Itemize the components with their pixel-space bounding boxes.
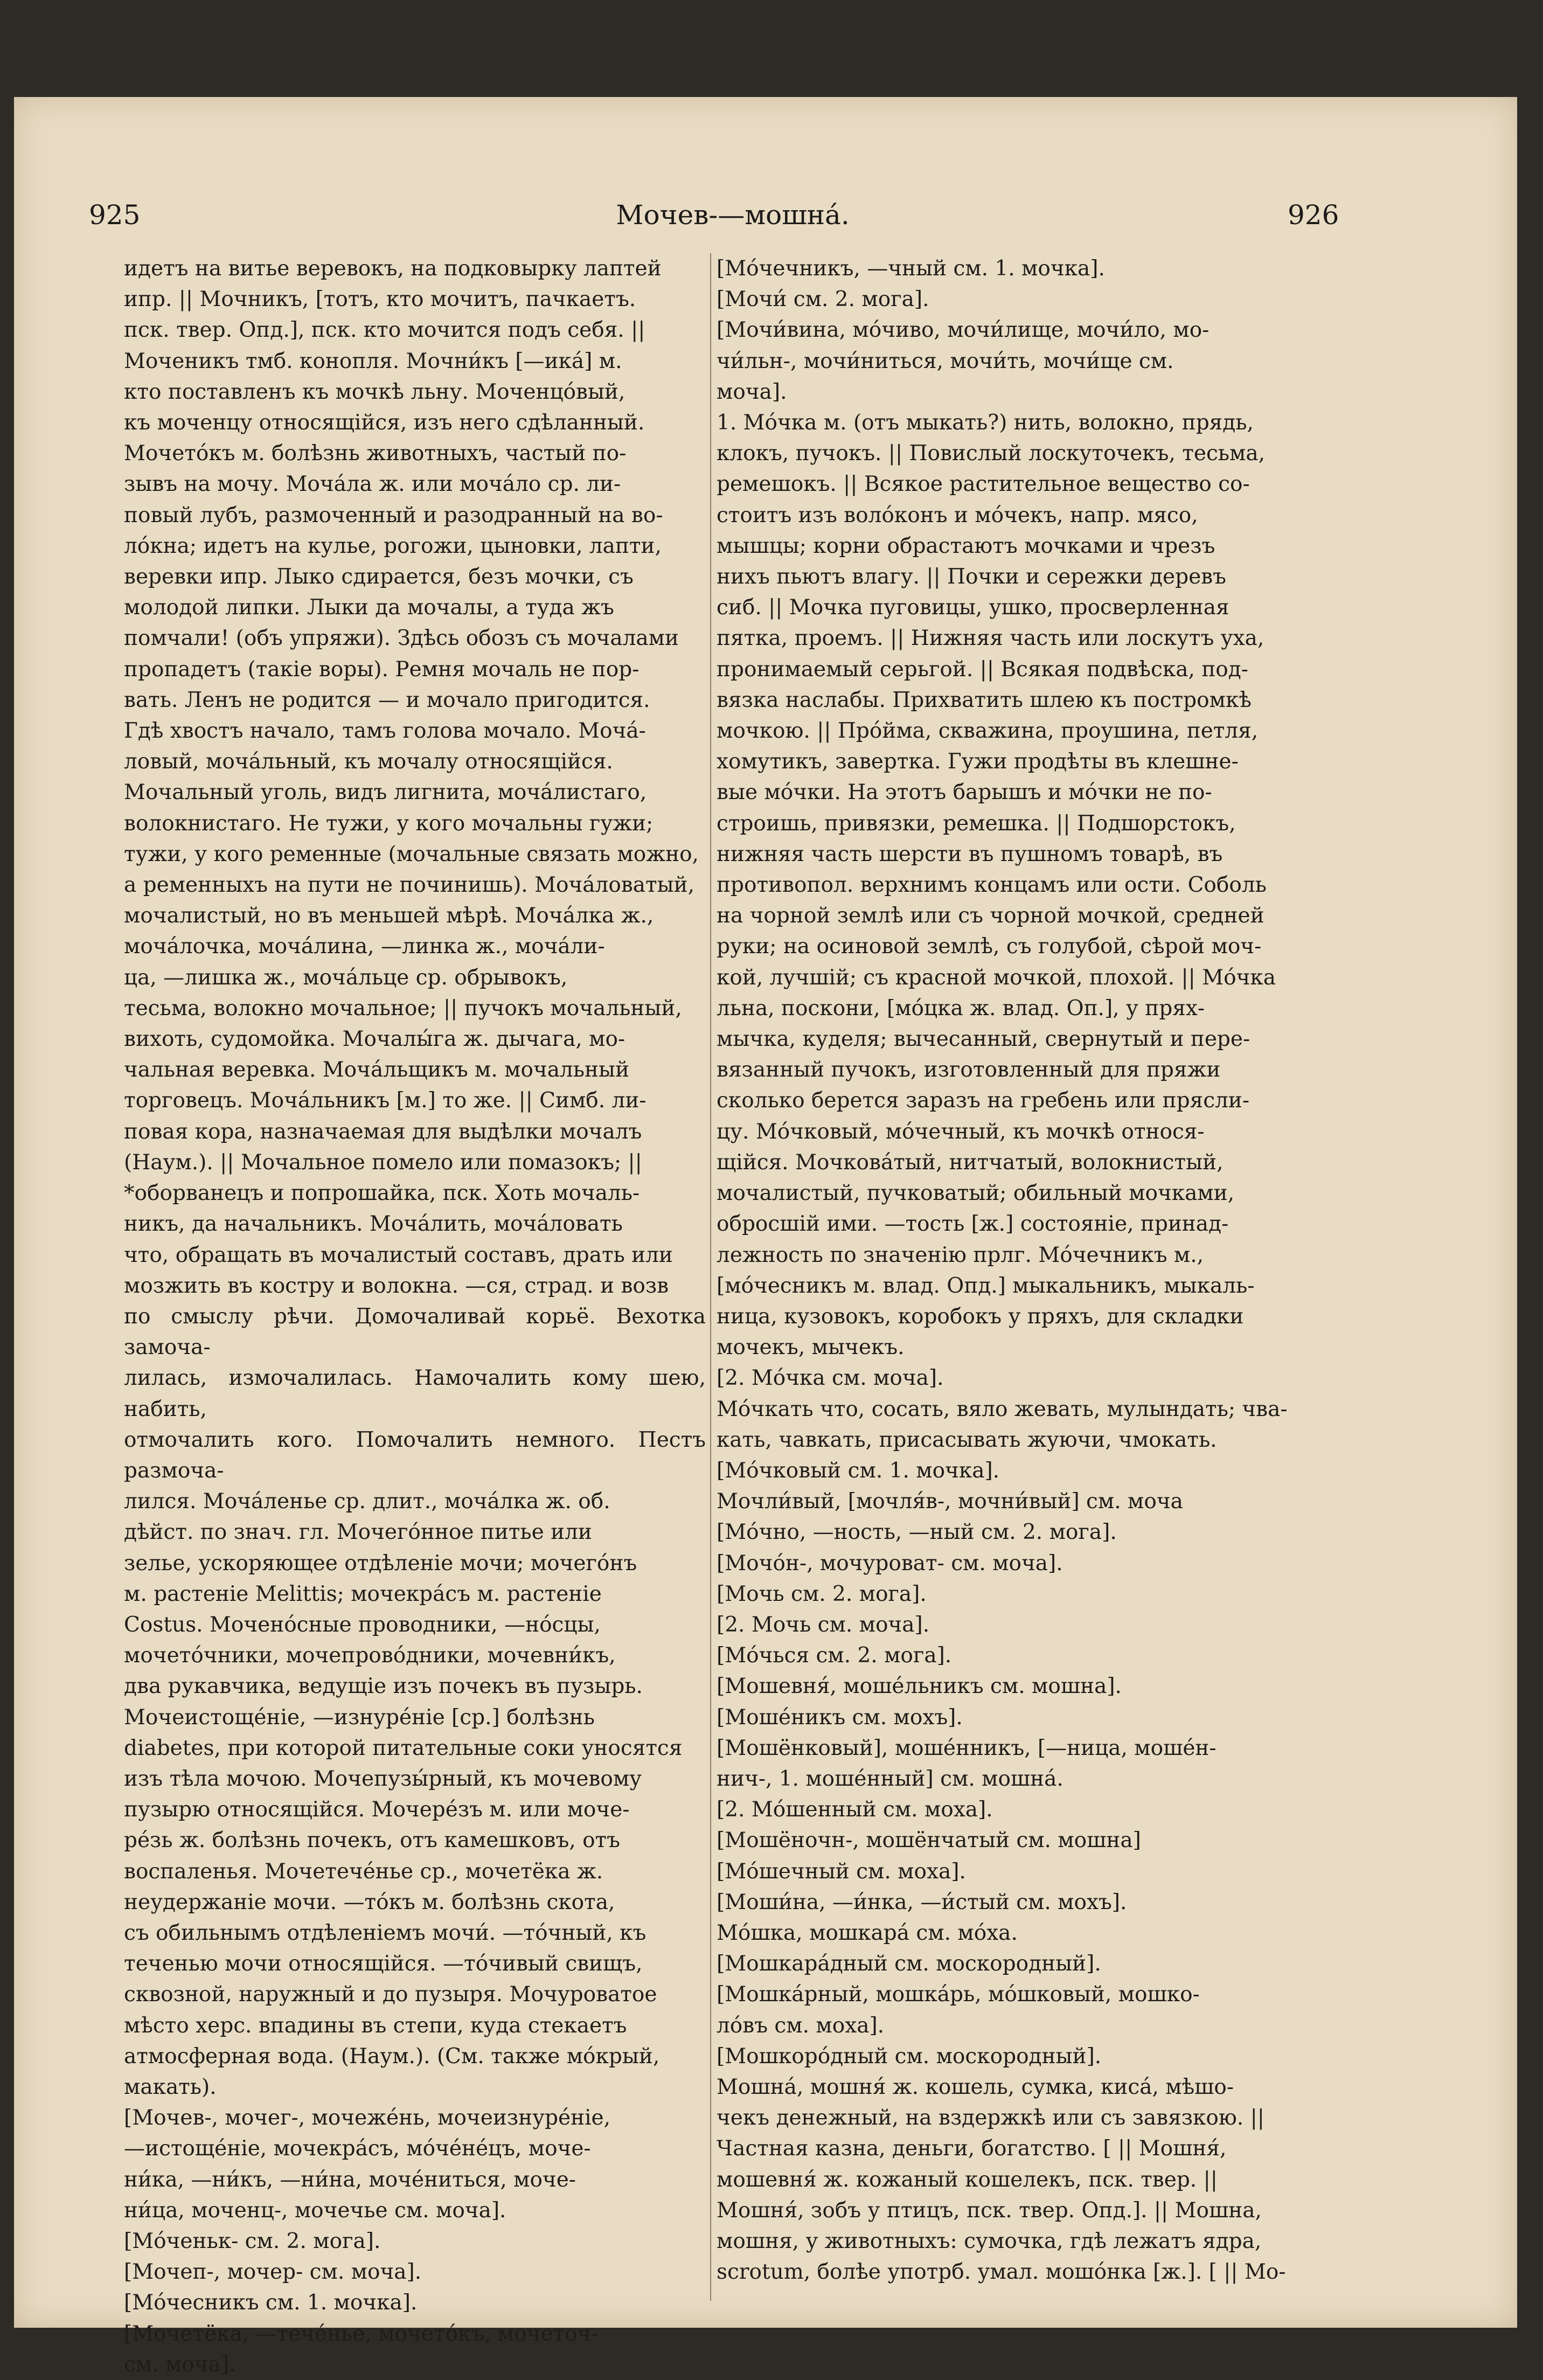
text-line: мочето́чники, мочепрово́дники, мочевни́къ, [124, 1643, 616, 1668]
text-line: Мошня́, зобъ у птицъ, пск. твер. Опд.]. || Мошна, [717, 2198, 1262, 2223]
text-line: Мочеистоще́ніе, —изнуре́ніе [ср.] болѣзнь [124, 1705, 595, 1730]
text-line: [Мо́чечникъ, —чный см. 1. мочка]. [717, 256, 1105, 281]
text-line: макать). [124, 2074, 217, 2099]
text-line: противопол. верхнимъ концамъ или ости. Соболь [717, 873, 1267, 898]
text-line: ре́зь ж. болѣзнь почекъ, отъ камешковъ, отъ [124, 1828, 620, 1853]
text-line: моча]. [717, 379, 787, 404]
text-line: [2. Мо́шенный см. моха]. [717, 1798, 993, 1822]
text-line: [Мо́шечный см. моха]. [717, 1859, 966, 1884]
text-line: мышцы; корни обрастаютъ мочками и чрезъ [717, 533, 1215, 558]
text-line: пузырю относящійся. Мочере́зъ м. или моче- [124, 1798, 630, 1822]
text-line: —истоще́ніе, мочекра́съ, мо́че́не́цъ, моче- [124, 2136, 591, 2161]
text-line: [Мочо́н-, мочуроват- см. моча]. [717, 1551, 1063, 1576]
text-line: Мошна́, мошня́ ж. кошель, сумка, киса́, мѣшо- [717, 2074, 1234, 2099]
left-column [124, 253, 706, 2377]
text-line: ница, кузовокъ, коробокъ у пряхъ, для складки [717, 1304, 1244, 1329]
text-line: пропадетъ (такіе воры). Ремня мочаль не пор- [124, 657, 640, 682]
text-line: ипр. || Мочникъ, [тотъ, кто мочитъ, пачкаетъ. [124, 287, 636, 312]
text-line: мочалистый, но въ меньшей мѣрѣ. Моча́лка ж., [124, 904, 654, 928]
text-line: хомутикъ, завертка. Гужи продѣты въ клешне- [717, 750, 1239, 774]
text-line: строишь, привязки, ремешка. || Подшорстокъ, [717, 811, 1236, 836]
text-line: 1. Мо́чка м. (отъ мыкать?) нить, волокно, прядь, [717, 411, 1254, 435]
text-line: [Мошёнковый], моше́нникъ, [—ница, моше́н- [717, 1736, 1217, 1760]
text-line: см. моча]. [124, 2352, 236, 2377]
page-header [0, 97, 1543, 231]
text-line: [Мо́чно, —ность, —ный см. 2. мога]. [717, 1520, 1117, 1545]
text-line: волокнистаго. Не тужи, у кого мочальны гужи; [124, 811, 654, 836]
text-line: стоитъ изъ воло́конъ и мо́чекъ, напр. мясо, [717, 503, 1198, 528]
text-line: ни́ка, —ни́къ, —ни́на, моче́ниться, моче- [124, 2167, 576, 2192]
text-line: лежность по значенію прлг. Мо́чечникъ м., [717, 1243, 1204, 1267]
text-line: [Мочи́вина, мо́чиво, мочи́лище, мочи́ло, мо- [717, 318, 1210, 343]
text-line: вязка наслабы. Прихватить шлею къ постромкѣ [717, 688, 1252, 712]
text-line: лился. Моча́ленье ср. длит., моча́лка ж. об. [124, 1489, 610, 1514]
text-line: кать, чавкать, присасывать жуючи, чмокать. [717, 1427, 1217, 1452]
text-line: нихъ пьютъ влагу. || Почки и сережки деревъ [717, 565, 1226, 589]
text-line: сколько берется заразъ на гребень или прясли- [717, 1088, 1250, 1113]
text-line: Мочето́къ м. болѣзнь животныхъ, частый по- [124, 441, 627, 466]
column-divider [710, 253, 711, 2301]
text-line: [Мошёночн-, мошёнчатый см. мошна] [717, 1828, 1141, 1853]
text-line: [Мошкоро́дный см. москородный]. [717, 2044, 1102, 2069]
page-number-right: 926 [1288, 199, 1339, 231]
text-line: *оборванецъ и попрошайка, пск. Хоть мочаль- [124, 1181, 640, 1206]
text-line: [Мо́чковый см. 1. мочка]. [717, 1458, 1000, 1483]
text-line: чи́льн-, мочи́ниться, мочи́ть, мочи́ще см. [717, 349, 1174, 373]
text-line: [Моши́на, —и́нка, —и́стый см. мохъ]. [717, 1890, 1127, 1914]
text-line: льна, поскони, [мо́цка ж. влад. Оп.], у прях- [717, 996, 1205, 1021]
text-line: Мочли́вый, [мочля́в-, мочни́вый] см. моча [717, 1489, 1183, 1514]
text-line: нижняя часть шерсти въ пушномъ товарѣ, въ [717, 842, 1223, 866]
text-line: [Мошевня́, моше́льникъ см. мошна]. [717, 1674, 1122, 1699]
text-line: ло́въ см. моха]. [717, 2013, 885, 2038]
text-line: изъ тѣла мочою. Мочепузы́рный, къ мочевому [124, 1766, 642, 1791]
text-line: [Мо́ченьк- см. 2. мога]. [124, 2229, 381, 2253]
text-line: дѣйст. по знач. гл. Мочегóнное питье или [124, 1520, 592, 1545]
text-line: [Мочеп-, мочер- см. моча]. [124, 2260, 422, 2285]
text-line: зывъ на мочу. Моча́ла ж. или моча́ло ср. ли- [124, 472, 621, 497]
text-line: [Мочев-, мочег-, мочеже́нь, мочеизнуре́ніе, [124, 2106, 611, 2131]
text-line: атмосферная вода. (Наум.). (См. также мо́крый, [124, 2044, 660, 2069]
text-line: мошня, у животныхъ: сумочка, гдѣ лежатъ ядра, [717, 2229, 1262, 2253]
text-line: Мо́чкать что, сосать, вяло жевать, мулындать; чва- [717, 1397, 1288, 1421]
text-line: неудержаніе мочи. —то́къ м. болѣзнь скота, [124, 1890, 615, 1914]
text-line: [Моше́никъ см. мохъ]. [717, 1705, 963, 1730]
text-line: [Мо́чесникъ см. 1. мочка]. [124, 2291, 418, 2315]
text-line: къ моченцу относящійся, изъ него сдѣланный. [124, 411, 645, 435]
text-line: а ременныхъ на пути не починишь). Моча́ловатый, [124, 873, 695, 898]
text-line: [2. Мочь см. моча]. [717, 1612, 930, 1637]
text-line: обросшій ими. —тость [ж.] состояніе, принад- [717, 1212, 1229, 1237]
text-line: ловый, моча́льный, къ мочалу относящійся. [124, 750, 613, 774]
text-line: мочкою. || Про́йма, скважина, проушина, петля, [717, 719, 1259, 744]
text-line: теченью мочи относящійся. —то́чивый свищъ, [124, 1952, 643, 1976]
text-line: Гдѣ хвостъ начало, тамъ голова мочало. Моча́- [124, 719, 646, 744]
text-line: помчали! (объ упряжи). Здѣсь обозъ съ мочалами [124, 626, 679, 651]
text-line: зелье, ускоряющее отдѣленіе мочи; мочего́нъ [124, 1551, 637, 1576]
text-line: повый лубъ, размоченный и разодранный на во- [124, 503, 663, 528]
text-line: ца, —лишка ж., моча́льце ср. обрывокъ, [124, 965, 568, 990]
text-line: мочекъ, мычекъ. [717, 1335, 905, 1360]
text-line: Costus. Мочено́сные проводники, —но́сцы, [124, 1612, 601, 1637]
text-line: веревки ипр. Лыко сдирается, безъ мочки, съ [124, 565, 634, 589]
text-line: пронимаемый серьгой. || Всякая подвѣска, под- [717, 657, 1248, 682]
text-line: ремешокъ. || Всякое растительное вещество со- [717, 472, 1250, 497]
text-line: сиб. || Мочка пуговицы, ушко, просверленная [717, 595, 1229, 620]
text-line: моча́лочка, моча́лина, —линка ж., моча́ли- [124, 934, 605, 959]
text-line: кто поставленъ къ мочкѣ льну. Моченцо́вый, [124, 379, 625, 404]
text-line: вые мо́чки. На этотъ барышъ и мо́чки не по- [717, 780, 1212, 805]
text-line: на чорной землѣ или съ чорной мочкой, средней [717, 904, 1264, 928]
text-line: [Мочь см. 2. мога]. [717, 1581, 927, 1606]
text-line: тесьма, волокно мочальное; || пучокъ мочальный, [124, 996, 682, 1021]
page-number-left: 925 [89, 199, 141, 231]
text-line: два рукавчика, ведущіе изъ почекъ въ пузырь. [124, 1674, 643, 1699]
text-line: [мо́чесникъ м. влад. Опд.] мыкальникъ, мыкаль- [717, 1273, 1255, 1298]
text-line: вать. Ленъ не родится — и мочало пригодится. [124, 688, 650, 712]
text-line: мычка, куделя; вычесанный, свернутый и пере- [717, 1027, 1250, 1052]
text-line: по смыслу рѣчи. Домочаливай корьё. Вехотка замоча- [124, 1304, 706, 1360]
text-line: мошевня́ ж. кожаный кошелекъ, пск. твер. || [717, 2167, 1218, 2192]
text-line: [Мочетёка, —тече́нье, мочето́къ, мочеточ- [124, 2321, 599, 2346]
text-line: нич-, 1. моше́нный] см. мошна́. [717, 1766, 1064, 1791]
text-line: пск. твер. Опд.], пск. кто мочится подъ себя. || [124, 318, 645, 343]
text-line: [2. Мо́чка см. моча]. [717, 1366, 944, 1391]
text-line: руки; на осиновой землѣ, съ голубой, сѣрой моч- [717, 934, 1262, 959]
text-line: ни́ца, моченц-, мочечье см. моча]. [124, 2198, 506, 2223]
text-line: щійся. Мочкова́тый, нитчатый, волокнистый, [717, 1150, 1224, 1175]
text-line: идетъ на витье веревокъ, на подковырку лаптей [124, 256, 662, 281]
right-column [717, 253, 1298, 2301]
text-line: мѣсто херс. впадины въ степи, куда стекаетъ [124, 2013, 627, 2038]
text-line: чальная веревка. Моча́льщикъ м. мочальный [124, 1058, 630, 1083]
text-line: сквозной, наружный и до пузыря. Мочуроватое [124, 1982, 657, 2007]
text-line: что, обращать въ мочалистый составъ, драть или [124, 1243, 673, 1267]
text-line: кой, лучшій; съ красной мочкой, плохой. || Мо́чка [717, 965, 1276, 990]
text-line: отмочалить кого. Помочалить немного. Пестъ размоча- [124, 1427, 706, 1483]
running-title: Мочев-—мошна́. [616, 199, 850, 231]
text-line: (Наум.). || Мочальное помело или помазокъ; || [124, 1150, 642, 1175]
text-line: ло́кна; идетъ на кулье, рогожи, цыновки, лапти, [124, 533, 662, 558]
text-line: Моченикъ тмб. конопля. Мочни́къ [—ика́] м. [124, 349, 622, 373]
text-line: вихоть, судомойка. Мочалы́га ж. дычага, мо- [124, 1027, 625, 1052]
text-line: мочалистый, пучковатый; обильный мочками, [717, 1181, 1235, 1206]
text-line: цу. Мо́чковый, мо́чечный, къ мочкѣ относя- [717, 1119, 1205, 1144]
text-line: Частная казна, деньги, богатство. [ || Мошня́, [717, 2136, 1227, 2161]
text-line: воспаленья. Мочетече́нье ср., мочетёка ж. [124, 1859, 603, 1884]
text-line: тужи, у кого ременные (мочальные связать можно, [124, 842, 699, 866]
text-line: повая кора, назначаемая для выдѣлки мочалъ [124, 1119, 642, 1144]
text-line: молодой липки. Лыки да мочалы, а туда жъ [124, 595, 614, 620]
text-line: вязанный пучокъ, изготовленный для пряжи [717, 1058, 1221, 1083]
text-line: м. растеніе Melittis; мочекра́съ м. растеніе [124, 1581, 602, 1606]
text-line: [Мошкара́дный см. москородный]. [717, 1952, 1101, 1976]
text-line: Мо́шка, мошкара́ см. мо́ха. [717, 1920, 1018, 1945]
text-line: торговецъ. Моча́льникъ [м.] то же. || Симб. ли- [124, 1088, 647, 1113]
text-line: scrotum, болѣе употрб. умал. мошо́нка [ж.]. [ || Мо- [717, 2260, 1286, 2285]
text-line: [Мошка́рный, мошка́рь, мо́шковый, мошко- [717, 1982, 1200, 2007]
text-line: никъ, да начальникъ. Моча́лить, моча́ловать [124, 1212, 623, 1237]
text-line: [Мо́чься см. 2. мога]. [717, 1643, 952, 1668]
text-line: diabetes, при которой питательные соки уносятся [124, 1736, 683, 1760]
text-line: чекъ денежный, на вздержкѣ или съ завязкою. || [717, 2106, 1264, 2131]
text-line: пятка, проемъ. || Нижняя часть или лоскутъ уха, [717, 626, 1264, 651]
text-line: мозжить въ костру и волокна. —ся, страд. и возв [124, 1273, 669, 1298]
text-line: [Мочи́ см. 2. мога]. [717, 287, 929, 312]
text-line: лилась, измочалилась. Намочалить кому шею, набить, [124, 1366, 706, 1421]
text-line: съ обильнымъ отдѣленіемъ мочи́. —то́чный, къ [124, 1920, 647, 1945]
text-line: Мочальный уголь, видъ лигнита, моча́листаго, [124, 780, 647, 805]
text-line: клокъ, пучокъ. || Повислый лоскуточекъ, тесьма, [717, 441, 1265, 466]
